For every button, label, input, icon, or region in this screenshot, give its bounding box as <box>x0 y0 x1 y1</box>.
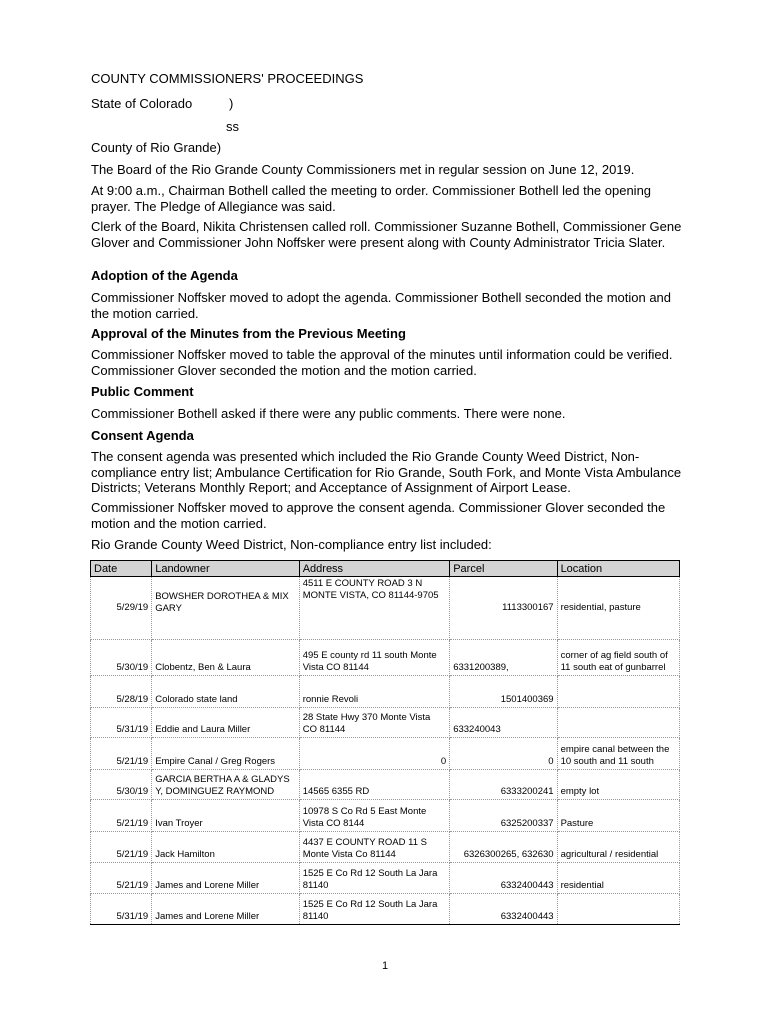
venue-paren: ) <box>229 96 234 111</box>
venue-ss: ss <box>226 119 239 134</box>
cell-date: 5/21/19 <box>91 738 152 770</box>
cell-location: empty lot <box>557 770 679 800</box>
cell-address: 10978 S Co Rd 5 East Monte Vista CO 8144 <box>299 800 450 832</box>
table-row <box>91 863 680 894</box>
cell-location: corner of ag field south of 11 south eat of gunbarrel <box>557 640 679 676</box>
table-row <box>91 676 680 708</box>
cell-address: 0 <box>299 738 450 770</box>
table-row <box>91 894 680 925</box>
header-parcel: Parcel <box>450 561 557 577</box>
weed-district-table <box>90 560 680 925</box>
cell-landowner: Jack Hamilton <box>152 832 300 863</box>
cell-parcel: 6332400443 <box>450 863 557 894</box>
cell-location: residential <box>557 863 679 894</box>
heading-adoption-agenda: Adoption of the Agenda <box>91 268 238 283</box>
cell-address: 4511 E COUNTY ROAD 3 N MONTE VISTA, CO 81144-9705 <box>299 577 450 640</box>
cell-address: 1525 E Co Rd 12 South La Jara 81140 <box>299 894 450 925</box>
cell-address: 1525 E Co Rd 12 South La Jara 81140 <box>299 863 450 894</box>
page-number: 1 <box>381 960 389 972</box>
cell-parcel: 633240043 <box>450 708 557 738</box>
cell-address: 495 E county rd 11 south Monte Vista CO 81144 <box>299 640 450 676</box>
cell-parcel: 6326300265, 632630 <box>450 832 557 863</box>
cell-parcel: 0 <box>450 738 557 770</box>
cell-address: 4437 E COUNTY ROAD 11 S Monte Vista Co 81144 <box>299 832 450 863</box>
cell-parcel: 1113300167 <box>450 577 557 640</box>
paragraph-approval: Commissioner Noffsker moved to table the approval of the minutes until information could be verified. Commissioner Glover seconded the motion and the motion carried. <box>91 347 673 378</box>
cell-landowner: James and Lorene Miller <box>152 863 300 894</box>
cell-landowner: Clobentz, Ben & Laura <box>152 640 300 676</box>
table-row <box>91 832 680 863</box>
cell-date: 5/29/19 <box>91 577 152 640</box>
paragraph-call-to-order: At 9:00 a.m., Chairman Bothell called the meeting to order. Commissioner Bothell led the opening prayer. The Pledge of Allegiance was said. <box>91 183 652 214</box>
paragraph-consent: The consent agenda was presented which included the Rio Grande County Weed District, Non-compliance entry list; Ambulance Certification for Rio Grande, South Fork, and Monte Vista Ambulance Districts; Veterans Monthly Report; and Acceptance of Assignment of Airport Lease. <box>91 449 682 496</box>
table-row <box>91 640 680 676</box>
cell-location: agricultural / residential <box>557 832 679 863</box>
cell-address: 28 State Hwy 370 Monte Vista CO 81144 <box>299 708 450 738</box>
cell-location: residential, pasture <box>557 577 679 640</box>
table-row <box>91 577 680 640</box>
paragraph-adoption: Commissioner Noffsker moved to adopt the agenda. Commissioner Bothell seconded the motion and the motion carried. <box>91 290 672 321</box>
cell-date: 5/28/19 <box>91 676 152 708</box>
venue-county: County of Rio Grande) <box>91 140 222 155</box>
paragraph-roll-call: Clerk of the Board, Nikita Christensen called roll. Commissioner Suzanne Bothell, Commissioner Gene Glover and Commissioner John Noffsker were present along with County Administrator Tricia Slater. <box>91 219 682 250</box>
cell-address: 14565 6355 RD <box>299 770 450 800</box>
table-row <box>91 770 680 800</box>
cell-location <box>557 708 679 738</box>
cell-location <box>557 676 679 708</box>
cell-parcel: 6332400443 <box>450 894 557 925</box>
heading-consent-agenda: Consent Agenda <box>91 428 194 443</box>
paragraph-weed-list-intro: Rio Grande County Weed District, Non-compliance entry list included: <box>91 537 492 552</box>
paragraph-public-comment: Commissioner Bothell asked if there were any public comments. There were none. <box>91 406 566 421</box>
header-date: Date <box>91 561 152 577</box>
cell-date: 5/31/19 <box>91 708 152 738</box>
venue-state: State of Colorado <box>91 96 193 111</box>
cell-landowner: James and Lorene Miller <box>152 894 300 925</box>
cell-landowner: Eddie and Laura Miller <box>152 708 300 738</box>
cell-date: 5/21/19 <box>91 832 152 863</box>
cell-date: 5/21/19 <box>91 863 152 894</box>
cell-date: 5/21/19 <box>91 800 152 832</box>
heading-approval-minutes: Approval of the Minutes from the Previous Meeting <box>91 326 406 341</box>
cell-date: 5/30/19 <box>91 640 152 676</box>
cell-parcel: 6331200389, <box>450 640 557 676</box>
paragraph-session: The Board of the Rio Grande County Commissioners met in regular session on June 12, 2019. <box>91 162 635 177</box>
cell-date: 5/31/19 <box>91 894 152 925</box>
header-landowner: Landowner <box>152 561 300 577</box>
table-row <box>91 800 680 832</box>
cell-landowner: Empire Canal / Greg Rogers <box>152 738 300 770</box>
cell-parcel: 6325200337 <box>450 800 557 832</box>
cell-landowner: Ivan Troyer <box>152 800 300 832</box>
table-row <box>91 708 680 738</box>
page-title: COUNTY COMMISSIONERS' PROCEEDINGS <box>91 71 364 86</box>
cell-date: 5/30/19 <box>91 770 152 800</box>
cell-location <box>557 894 679 925</box>
cell-landowner: BOWSHER DOROTHEA & MIX GARY <box>152 577 300 640</box>
heading-public-comment: Public Comment <box>91 384 194 399</box>
paragraph-consent-motion: Commissioner Noffsker moved to approve the consent agenda. Commissioner Glover seconded the motion and the motion carried. <box>91 500 666 531</box>
cell-landowner: GARCIA BERTHA A & GLADYS Y, DOMINGUEZ RAYMOND <box>152 770 300 800</box>
cell-parcel: 1501400369 <box>450 676 557 708</box>
cell-parcel: 6333200241 <box>450 770 557 800</box>
cell-location: empire canal between the 10 south and 11 south <box>557 738 679 770</box>
header-address: Address <box>299 561 450 577</box>
cell-landowner: Colorado state land <box>152 676 300 708</box>
table-row <box>91 738 680 770</box>
header-location: Location <box>557 561 679 577</box>
cell-location: Pasture <box>557 800 679 832</box>
cell-address: ronnie Revoli <box>299 676 450 708</box>
table-header-row <box>91 561 680 577</box>
